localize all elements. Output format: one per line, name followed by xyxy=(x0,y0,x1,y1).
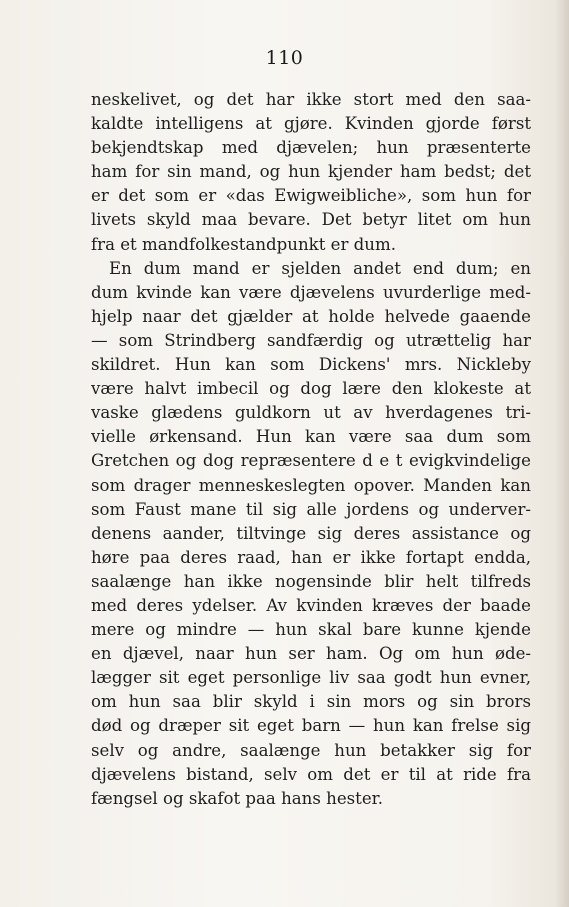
text-line: selv og andre, saalænge hun betakker sig for xyxy=(91,740,531,760)
page-number: 110 xyxy=(265,47,304,69)
text-line: denens aander, tiltvinge sig deres assistance og xyxy=(91,523,531,543)
text-line: — som Strindberg sandfærdig og utrættelig har xyxy=(91,330,531,350)
text-line: fængsel og skafot paa hans hester. xyxy=(91,788,384,808)
text-line: ham for sin mand, og hun kjender ham bedst; det xyxy=(91,162,531,182)
text-line: en djævel, naar hun ser ham. Og om hun øde- xyxy=(91,644,531,664)
text-line: død og dræper sit eget barn — hun kan frelse sig xyxy=(91,716,531,736)
text-line: djævelens bistand, selv om det er til at ride fra xyxy=(91,764,531,784)
text-line: fra et mandfolkestandpunkt er dum. xyxy=(91,234,396,254)
text-line: En dum mand er sjelden andet end dum; en xyxy=(109,258,531,278)
text-line: er det som er «das Ewigweibliche», som hun for xyxy=(91,186,531,206)
text-line: dum kvinde kan være djævelens uvurderlige med- xyxy=(91,282,531,302)
text-line: livets skyld maa bevare. Det betyr litet om hun xyxy=(91,210,531,230)
text-line: lægger sit eget personlige liv saa godt hun evner, xyxy=(91,668,531,688)
text-line: om hun saa blir skyld i sin mors og sin brors xyxy=(91,692,531,712)
text-line: som Faust mane til sig alle jordens og underver- xyxy=(91,499,531,519)
text-line: med deres ydelser. Av kvinden kræves der baade xyxy=(91,595,531,615)
body-text xyxy=(91,88,531,811)
text-line: høre paa deres raad, han er ikke fortapt endda, xyxy=(91,547,531,567)
text-line: vaske glædens guldkorn ut av hverdagenes tri- xyxy=(91,403,531,423)
text-line: saalænge han ikke nogensinde blir helt tilfreds xyxy=(91,571,531,591)
page-edge-shadow xyxy=(555,0,569,907)
text-line: mere og mindre — hun skal bare kunne kjende xyxy=(91,620,531,640)
text-line: bekjendtskap med djævelen; hun præsenterte xyxy=(91,138,531,158)
text-line: kaldte intelligens at gjøre. Kvinden gjorde først xyxy=(91,114,531,134)
paragraph-2 xyxy=(91,257,531,811)
text-line: Gretchen og dog repræsentere d e t evigkvindelige xyxy=(91,451,531,471)
text-line: vielle ørkensand. Hun kan være saa dum som xyxy=(91,427,531,447)
text-line: være halvt imbecil og dog lære den klokeste at xyxy=(91,379,531,399)
text-line: hjelp naar det gjælder at holde helvede gaaende xyxy=(91,306,531,326)
text-line: skildret. Hun kan som Dickens' mrs. Nickleby xyxy=(91,355,531,375)
text-line: neskelivet, og det har ikke stort med den saa- xyxy=(91,90,531,109)
paragraph-1 xyxy=(91,88,531,257)
text-line: som drager menneskeslegten opover. Manden kan xyxy=(91,475,531,495)
